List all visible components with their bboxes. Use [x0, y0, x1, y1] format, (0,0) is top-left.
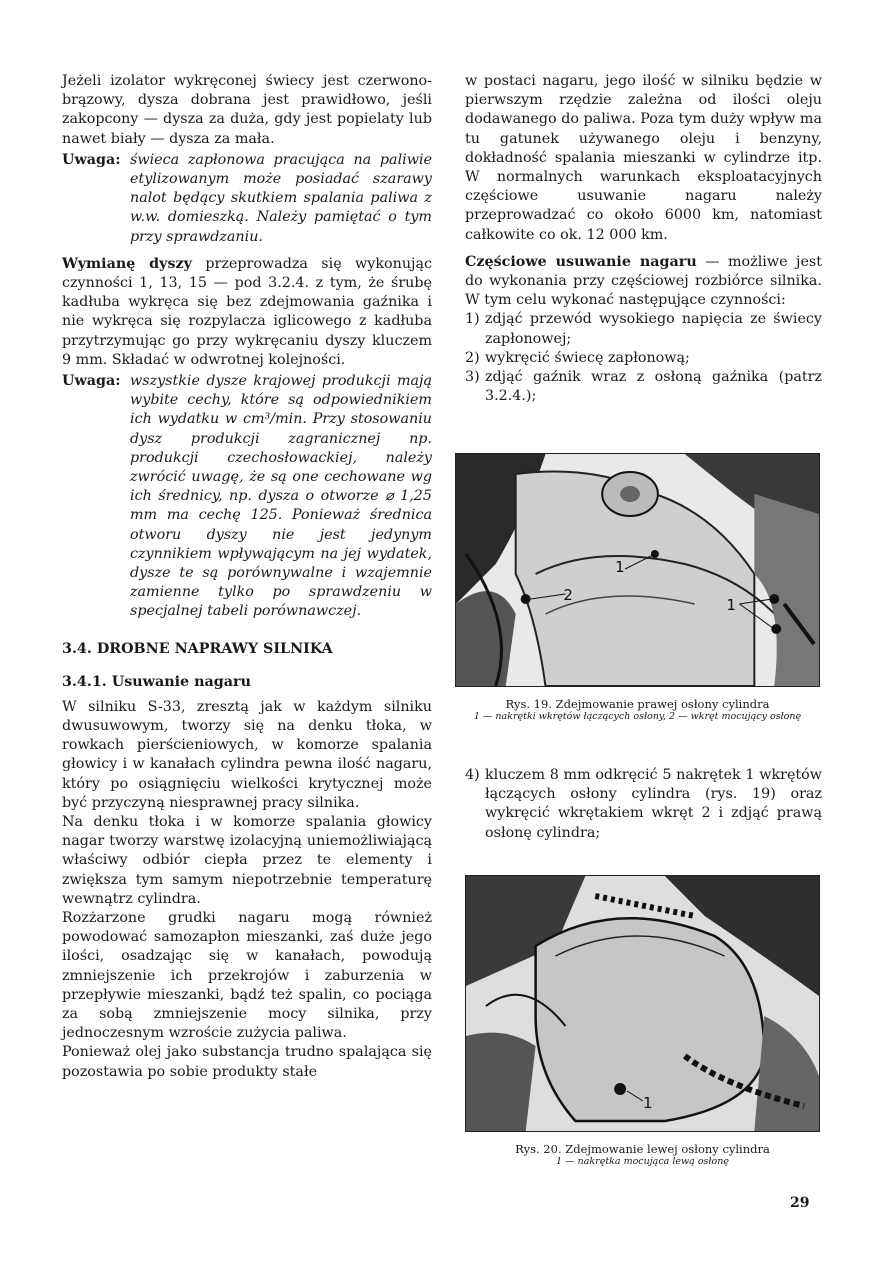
- figure-20-image: [465, 875, 820, 1132]
- note-nozzles: [62, 372, 432, 622]
- list-item-step-4: [465, 766, 822, 843]
- paragraph-carbon-formation: W silniku S-33, zresztą jak w każdym silniku dwusuwowym, tworzy się na denku tłoka, w rowkach pierścieniowych, w komorze spalania głowicy i w kanałach cylindra pewna ilość nagaru, który po osiągnięciu wielkości krytycznej może być przyczyną niesprawnej pracy silnika.: [62, 698, 432, 811]
- note-text: wszystkie dysze krajowej produkcji mają wybite cechy, które są odpowiednikiem ich wydatku w cm³/min. Przy stosowaniu dysz produkcji zagranicznej np. produkcji czechosłowackiej, należy zwrócić uwagę, że są one cechowane wg ich średnicy, np. dysza o otworze ⌀ 1,25 mm ma cechę 125. Ponieważ średnica otworu dyszy nie jest jedynym czynnikiem wpływającym na jej wydatek, dysze te są porównywalne i wzajemnie zamienne tylko po sprawdzeniu w specjalnej tabeli porównawczej.: [130, 373, 432, 620]
- list-text: zdjąć przewód wysokiego napięcia ze świecy zapłonowej;: [485, 311, 822, 347]
- list-number: 4): [465, 767, 480, 783]
- paragraph-carbon-continued: w postaci nagaru, jego ilość w silniku będzie w pierwszym rzędzie zależna od ilości oleju dodawanego do paliwa. Poza tym duży wpływ ma tu gatunek używanego oleju i benzyny, dokładność spalania mieszanki w cylindrze itp. W normalnych warunkach eksploatacyjnych częściowe usuwanie nagaru należy przeprowadzać co około 6000 km, natomiast całkowite co ok. 12 000 km.: [465, 73, 822, 243]
- left-column: [62, 72, 432, 1082]
- engine-right-cover-illustration: [456, 454, 819, 686]
- list-number: 1): [465, 311, 480, 328]
- figure-20-label-1: 1: [642, 1093, 653, 1113]
- figure-20: [465, 875, 820, 1167]
- paragraph-piston-crown: Na denku tłoka i w komorze spalania głowicy nagar tworzy warstwę izolacyjną uniemożliwiającą właściwy odbiór ciepła przez te elementy i zwiększa tym samym niepotrzebnie temperaturę wewnątrz cylindra.: [62, 813, 432, 907]
- list-text: wykręcić świecę zapłonową;: [485, 349, 690, 366]
- paragraph-nozzle-replacement: [62, 255, 432, 370]
- paragraph-partial-removal: [465, 253, 822, 311]
- list-text: zdjąć gaźnik wraz z osłoną gaźnika (patrz 3.2.4.);: [485, 369, 822, 405]
- page-number: 29: [790, 1195, 810, 1211]
- paragraph-insulator: Jeżeli izolator wykręconej świecy jest czerwono-brązowy, dysza dobrana jest prawidłowo, jeśli zakopcony — dysza za duża, gdy jest popielaty lub nawet biały — dysza za mała.: [62, 73, 432, 147]
- subsection-title: 3.4.1. Usuwanie nagaru: [62, 673, 251, 690]
- partial-removal-heading: Częściowe usuwanie nagaru: [465, 253, 697, 270]
- note-label: Uwaga:: [62, 373, 121, 390]
- note-label: Uwaga:: [62, 151, 121, 168]
- paragraph-oil: Ponieważ olej jako substancja trudno spalająca się pozostawia po sobie produkty stałe: [62, 1044, 432, 1080]
- figure-19: [455, 453, 820, 722]
- list-text: kluczem 8 mm odkręcić 5 nakrętek 1 wkrętów łączących osłony cylindra (rys. 19) oraz wykręcić wkrętakiem wkręt 2 i zdjąć prawą osłonę cylindra;: [485, 767, 822, 841]
- list-item: [465, 349, 822, 368]
- figure-19-label-2: 2: [563, 585, 573, 605]
- figure-20-legend: 1 — nakrętka mocująca lewą osłonę: [556, 1156, 729, 1167]
- paragraph-self-ignition: Rozżarzone grudki nagaru mogą również powodować samozapłon mieszanki, zaś duże jego ilości, osadzając się w kanałach, powodują zmniejszenie ich przekrojów i zaburzenia w przepływie mieszanki, bądź też spalin, co pociąga za sobą zmniejszenie mocy silnika, przy jednoczesnym wzroście zużycia paliwa.: [62, 909, 432, 1042]
- figure-19-legend: 1 — nakrętki wkrętów łączących osłony, 2 — wkręt mocujący osłonę: [473, 711, 802, 722]
- list-number: 3): [465, 369, 480, 386]
- figure-19-caption: Rys. 19. Zdejmowanie prawej osłony cylindra: [505, 697, 770, 711]
- note-fuel: [62, 151, 432, 247]
- list-number: 2): [465, 349, 480, 366]
- note-text: świeca zapłonowa pracująca na paliwie etylizowanym może posiadać szarawy nalot będący skutkiem spalania paliwa z w.w. domieszką. Należy pamiętać o tym przy sprawdzaniu.: [130, 151, 432, 245]
- figure-19-label-1a: 1: [615, 557, 625, 577]
- figure-20-caption: Rys. 20. Zdejmowanie lewej osłony cylindra: [515, 1142, 770, 1156]
- nozzle-replacement-text: przeprowadza się wykonując czynności 1, 13, 15 — pod 3.2.4. z tym, że śrubę kadłuba wykręca się bez zdejmowania gaźnika i nie wykręca się rozpylacza iglicowego z kadłuba przytrzymując go przy wykręcaniu dyszy kluczem 9 mm. Składać w odwrotnej kolejności.: [62, 255, 432, 368]
- figure-19-label-1b: 1: [726, 595, 736, 615]
- list-item: [465, 310, 822, 348]
- engine-left-cover-illustration: [466, 876, 819, 1131]
- partial-removal-text: — możliwe jest do wykonania przy częściowej rozbiórce silnika. W tym celu wykonać następujące czynności:: [465, 253, 822, 309]
- section-title: 3.4. DROBNE NAPRAWY SILNIKA: [62, 640, 333, 657]
- list-item: [465, 368, 822, 406]
- right-column: [465, 72, 822, 406]
- nozzle-replacement-heading: Wymianę dyszy: [62, 255, 192, 272]
- figure-19-image: [455, 453, 820, 687]
